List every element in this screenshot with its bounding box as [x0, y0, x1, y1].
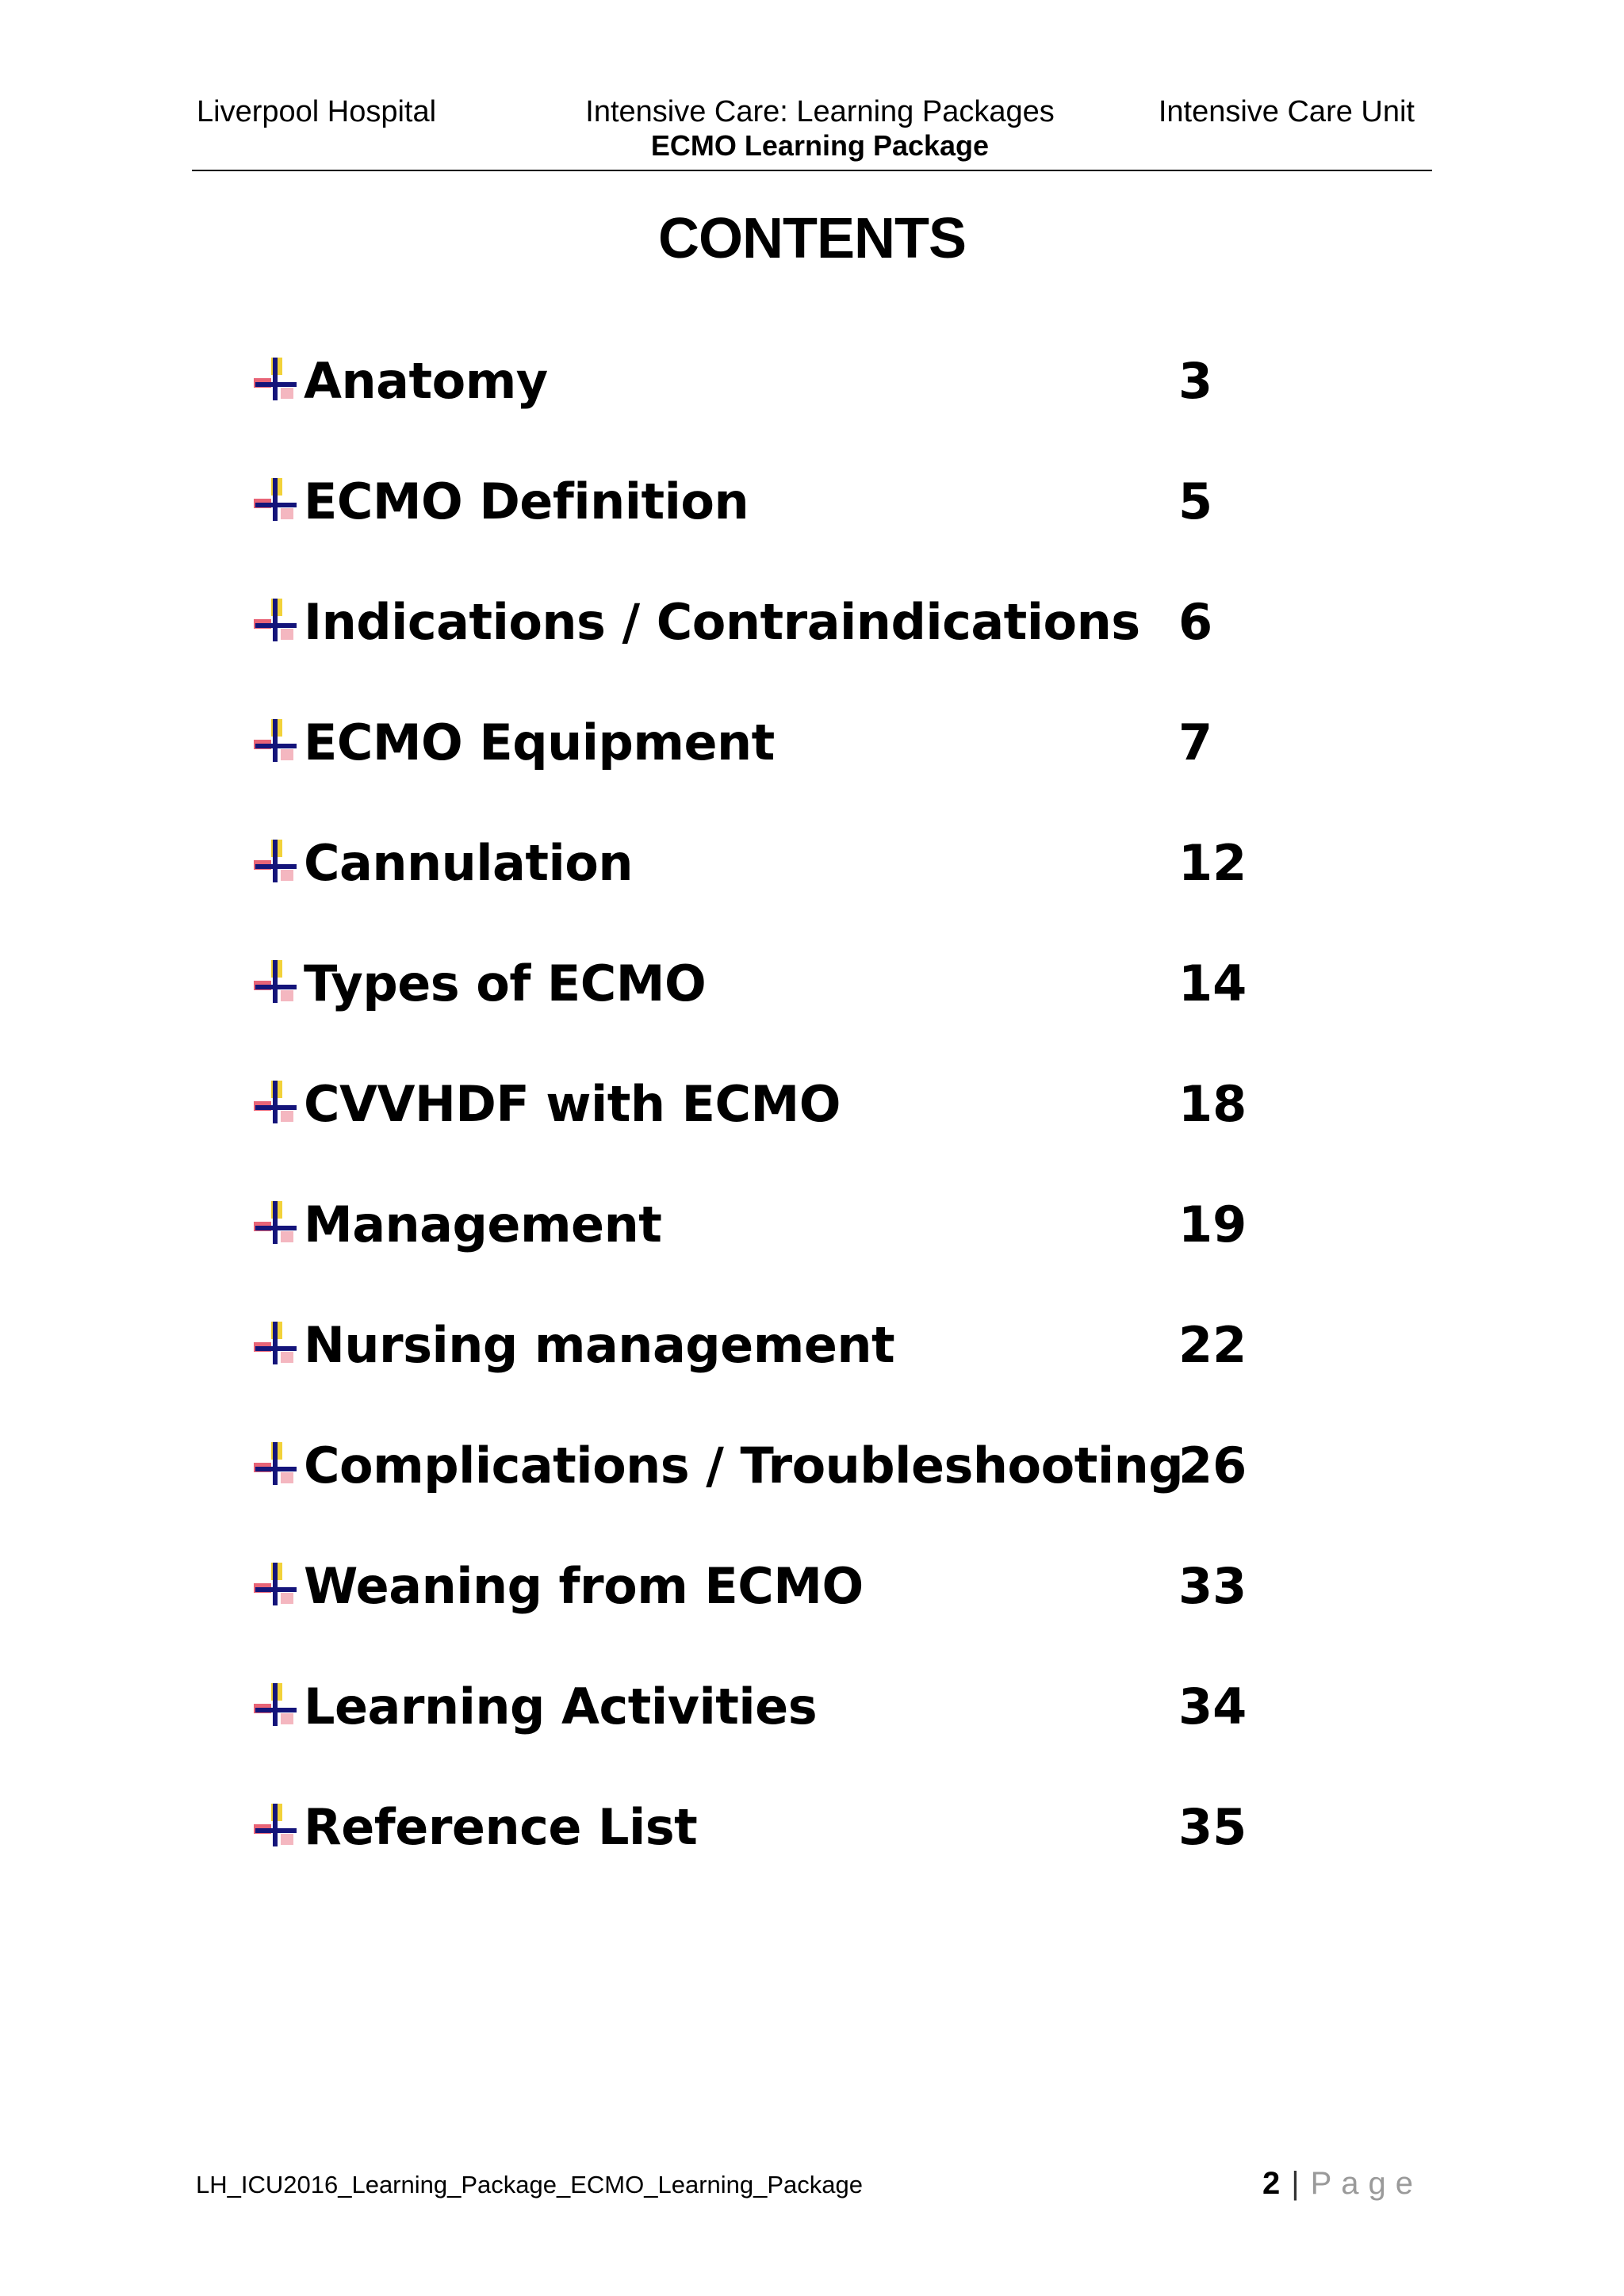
page-title: CONTENTS	[658, 207, 966, 270]
toc-entry-label: Types of ECMO	[304, 955, 707, 1012]
bullet-cross-icon	[252, 1682, 298, 1728]
footer-separator: |	[1291, 2166, 1300, 2201]
toc-entry-page: 14	[1178, 955, 1247, 1012]
toc-entry[interactable]	[252, 1307, 1283, 1428]
bullet-cross-icon	[252, 1079, 298, 1125]
footer-filename: LH_ICU2016_Learning_Package_ECMO_Learning_Package	[196, 2171, 864, 2198]
footer-page-indicator	[1262, 2163, 1423, 2204]
toc-entry-label: Learning Activities	[304, 1678, 818, 1735]
toc-entry-page: 7	[1178, 714, 1213, 771]
toc-entry-page: 34	[1178, 1678, 1247, 1735]
toc-entry-label: ECMO Definition	[304, 473, 749, 530]
toc-entry[interactable]	[252, 1428, 1283, 1548]
toc-entry[interactable]	[252, 464, 1283, 584]
toc-entry-label: Management	[304, 1196, 662, 1253]
toc-entry-label: Cannulation	[304, 834, 633, 892]
page-header	[192, 94, 1432, 171]
toc-entry-page: 19	[1178, 1196, 1247, 1253]
toc-entry-label: Complications / Troubleshooting	[304, 1437, 1184, 1494]
toc-entry-label: Indications / Contraindications	[304, 593, 1140, 651]
bullet-cross-icon	[252, 1320, 298, 1366]
toc-entry-page: 5	[1178, 473, 1213, 530]
toc-entry[interactable]	[252, 1066, 1283, 1187]
bullet-cross-icon	[252, 838, 298, 884]
toc-entry[interactable]	[252, 584, 1283, 705]
toc-entry[interactable]	[252, 343, 1283, 464]
toc-entry-label: ECMO Equipment	[304, 714, 775, 771]
header-hospital-name: Liverpool Hospital	[197, 95, 437, 128]
footer-page-number: 2	[1262, 2166, 1281, 2201]
toc-entry[interactable]	[252, 1669, 1283, 1789]
toc-entry-label: Nursing management	[304, 1316, 895, 1374]
bullet-cross-icon	[252, 1441, 298, 1487]
toc-entry[interactable]	[252, 1548, 1283, 1669]
toc-entry[interactable]	[252, 705, 1283, 825]
toc-entry-label: Anatomy	[304, 352, 548, 410]
toc-entry[interactable]	[252, 1789, 1283, 1910]
bullet-cross-icon	[252, 718, 298, 763]
header-package-title: ECMO Learning Package	[650, 129, 990, 162]
toc-entry[interactable]	[252, 825, 1283, 946]
toc-entry-page: 6	[1178, 593, 1213, 651]
toc-entry-page: 35	[1178, 1798, 1247, 1856]
toc-entry-page: 3	[1178, 352, 1213, 410]
toc-entry-page: 18	[1178, 1075, 1247, 1133]
bullet-cross-icon	[252, 597, 298, 643]
bullet-cross-icon	[252, 1200, 298, 1246]
toc-entry-label: Weaning from ECMO	[304, 1557, 864, 1615]
toc-entry-page: 22	[1178, 1316, 1247, 1374]
header-unit-name: Intensive Care Unit	[1158, 95, 1415, 128]
table-of-contents	[252, 343, 1283, 1910]
toc-entry-label: CVVHDF with ECMO	[304, 1075, 841, 1133]
toc-entry-page: 26	[1178, 1437, 1247, 1494]
bullet-cross-icon	[252, 1561, 298, 1607]
toc-entry-label: Reference List	[304, 1798, 698, 1856]
bullet-cross-icon	[252, 1802, 298, 1848]
toc-entry-page: 33	[1178, 1557, 1247, 1615]
footer-page-word: Page	[1310, 2166, 1423, 2201]
toc-entry[interactable]	[252, 1187, 1283, 1307]
toc-entry[interactable]	[252, 946, 1283, 1066]
bullet-cross-icon	[252, 356, 298, 402]
bullet-cross-icon	[252, 959, 298, 1004]
header-series-title: Intensive Care: Learning Packages	[585, 95, 1055, 128]
toc-entry-page: 12	[1178, 834, 1247, 892]
bullet-cross-icon	[252, 476, 298, 522]
